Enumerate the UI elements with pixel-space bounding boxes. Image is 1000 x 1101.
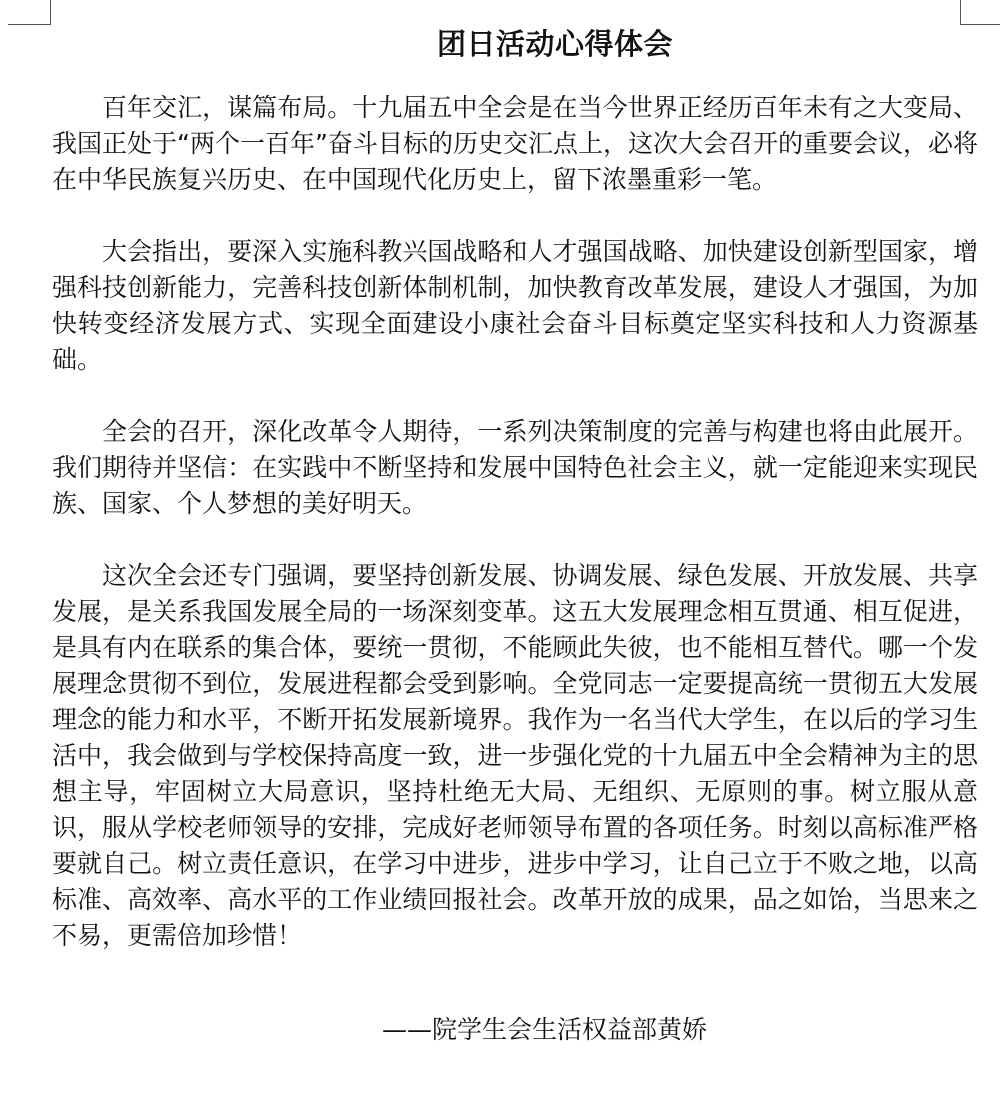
document-body — [52, 90, 978, 990]
document-title: 团日活动心得体会 — [436, 27, 673, 61]
paragraph-1: 百年交汇，谋篇布局。十九届五中全会是在当今世界正经历百年未有之大变局、我国正处于“两个一百年”奋斗目标的历史交汇点上，这次大会召开的重要会议，必将在中华民族复兴历史、在中国现代化历史上，留下浓墨重彩一笔。 — [52, 93, 978, 194]
paragraph-3: 全会的召开，深化改革令人期待，一系列决策制度的完善与构建也将由此展开。我们期待并坚信：在实践中不断坚持和发展中国特色社会主义，就一定能迎来实现民族、国家、个人梦想的美好明天。 — [52, 417, 978, 518]
paragraph-4: 这次全会还专门强调，要坚持创新发展、协调发展、绿色发展、开放发展、共享发展，是关系我国发展全局的一场深刻变革。这五大发展理念相互贯通、相互促进，是具有内在联系的集合体，要统一贯彻，不能顾此失彼，也不能相互替代。哪一个发展理念贯彻不到位，发展进程都会受到影响。全党同志一定要提高统一贯彻五大发展理念的能力和水平，不断开拓发展新境界。我作为一名当代大学生，在以后的学习生活中，我会做到与学校保持高度一致，进一步强化党的十九届五中全会精神为主的思想主导，牢固树立大局意识，坚持杜绝无大局、无组织、无原则的事。树立服从意识，服从学校老师领导的安排，完成好老师领导布置的各项任务。时刻以高标准严格要就自己。树立责任意识，在学习中进步，进步中学习，让自己立于不败之地，以高标准、高效率、高水平的工作业绩回报社会。改革开放的成果，品之如饴，当思来之不易，更需倍加珍惜！ — [52, 561, 978, 950]
paragraph-2: 大会指出，要深入实施科教兴国战略和人才强国战略、加快建设创新型国家，增强科技创新能力，完善科技创新体制机制，加快教育改革发展，建设人才强国，为加快转变经济发展方式、实现全面建设小康社会奋斗目标奠定坚实科技和人力资源基础。 — [52, 237, 978, 374]
signature-line: ——院学生会生活权益部黄娇 — [382, 1015, 708, 1044]
